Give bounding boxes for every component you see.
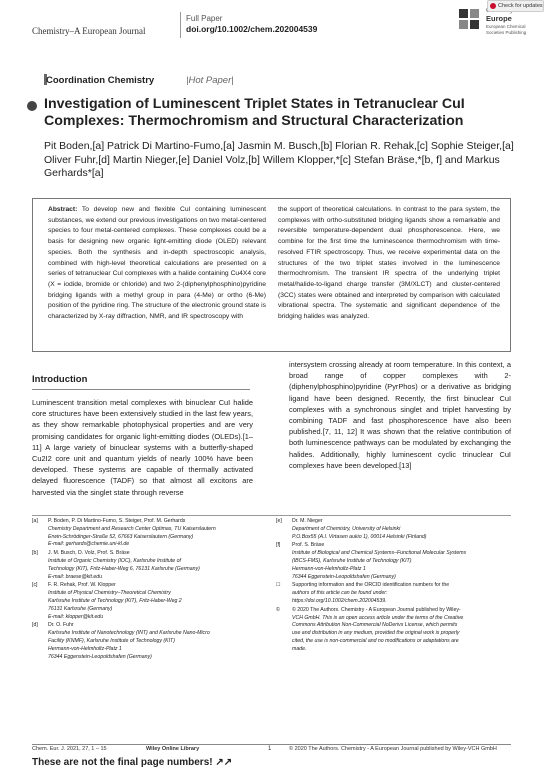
footnote-tag: [c] [32, 582, 38, 589]
footnote-entry [276, 518, 512, 541]
footnote-line: made. [292, 645, 307, 652]
footnote-line: cited, the use is non-commercial and no modifications or adaptations are [292, 637, 459, 644]
footnote-line: Facility (KNMF), Karlsruhe Institute of Technology (KIT) [48, 637, 175, 644]
footnote-line: Institute of Organic Chemistry (IOC), Karlsruhe Institute of [48, 557, 181, 564]
article-title: Investigation of Luminescent Triplet States in Tetranuclear CuI Complexes: Thermochromism and Structural Characterization [44, 96, 465, 129]
hot-paper-label: |Hot Paper| [186, 75, 234, 86]
footnote-line: Commons Attribution Non-Commercial NoDerivs License, which permits [292, 622, 458, 629]
introduction-heading: Introduction [32, 374, 88, 385]
footnote-line: Dr. O. Fuhr [48, 622, 74, 629]
page-header [0, 0, 544, 44]
footnote-line: Hermann-von-Helmholtz-Platz 1 [292, 565, 366, 572]
footnote-tag: [d] [32, 622, 38, 629]
footnote-line: Chemistry Department and Research Center Optimas, TU Kaiserslautern [48, 525, 216, 532]
footnote-line: Prof. S. Bräse [292, 542, 325, 549]
section-label: Coordination Chemistry [46, 75, 155, 86]
footnote-tag: [a] [32, 518, 38, 524]
footnote-body [292, 582, 512, 605]
footnote-line: authors of this article can be found under: [292, 590, 388, 597]
introduction-column-right: intersystem crossing already at room temperature. In this context, a broad range of copper complexes with 2-(diphenylphosphino)pyridine (PyrPhos) or a derivative as bridging ligand have been designed. Recently, the first binuclear CuI complexes with a synchronous singlet and triplet harvesting by combining TADF and fast phosphorescence have also been published.[7, 11, 12] It was shown that the relative contribution of both luminescence pathways can be modulated by exchanging the halides. Additionally, highly luminescent cyclic trinuclear CuI complexes have been developed.[13] [289, 360, 511, 470]
footnote-line: P. Boden, P. Di Martino-Fumo, S. Steiger, Prof. M. Gerhards [48, 518, 186, 524]
abstract-label: Abstract: [48, 206, 78, 213]
footnotes-left [32, 518, 252, 662]
author-list: Pit Boden,[a] Patrick Di Martino-Fumo,[a] Jasmin M. Busch,[b] Florian R. Rehak,[c] Sophie Steiger,[a] Oliver Fuhr,[d] Martin Nieger,[e] Daniel Volz,[b] Willem Klopper,*[c] Stefan Bräse,*[b, f] and Markus Gerhards*[a] [44, 140, 514, 179]
footnote-line: Supporting information and the ORCID identification numbers for the [292, 582, 450, 589]
header-divider [180, 12, 181, 38]
check-updates-button[interactable] [487, 0, 544, 12]
footnote-body [292, 542, 512, 581]
chemistry-europe-logo-icon [458, 8, 480, 30]
footnote-tag: [b] [32, 550, 38, 557]
footnote-line: J. M. Busch, D. Volz, Prof. S. Bräse [48, 550, 130, 557]
footnote-entry [32, 582, 252, 621]
footnote-line: 76344 Eggenstein-Leopoldshafen (Germany) [48, 653, 152, 660]
footnote-rule [32, 515, 511, 516]
page-number: 1 [268, 746, 272, 752]
footnote-line: Institute of Biological and Chemical Systems–Functional Molecular Systems [292, 550, 467, 557]
footnote-line: E-mail: gerhards@chemie.uni-kl.de [48, 541, 130, 548]
footnote-line: Dr. M. Nieger [292, 518, 323, 524]
final-page-note: These are not the final page numbers! ↗↗ [32, 757, 233, 768]
footer-rule [32, 744, 511, 745]
footnote-entry [276, 542, 512, 581]
footnote-entry [32, 622, 252, 661]
footnote-body [48, 518, 252, 549]
footer-copyright: © 2020 The Authors. Chemistry - A European Journal published by Wiley-VCH GmbH [289, 746, 497, 752]
footnote-line: Erwin-Schrödinger-Straße 52, 67663 Kaiserslautern (Germany) [48, 533, 194, 540]
footnote-entry [32, 518, 252, 549]
footnotes-right [276, 518, 512, 655]
abstract-box [32, 198, 511, 352]
footnote-line: Hermann-von-Helmholtz-Platz 1 [48, 645, 122, 652]
footnote-line: F. R. Rehak, Prof. W. Klopper [48, 582, 116, 589]
abstract-text-left: To develop new and flexible CuI containing luminescent substances, we extend our previous investigations on two metal-centered species to four metal-centered complexes. These complexes could be a basis for designing new organic light-emitting diode (OLED) relevant species. Both the synthesis and in-depth spectroscopic analysis, combined with high-level theoretical calculations are presented on a series of tetranuclear CuI complexes with a halide containing Cu4X4 core (X = iodide, bromide or chloride) and two 2-(diphenylphosphino)pyridine bridging ligands with a methyl group in para (4-Me) or ortho (6-Me) position of the pyridine ring. The structure of the electronic ground state is characterized by X-ray diffraction, NMR, and IR spectroscopy with [48, 206, 266, 321]
footnote-line: https://doi.org/10.1002/chem.202004539. [292, 597, 387, 604]
footnote-line: 76131 Karlsruhe (Germany) [48, 605, 113, 612]
footnote-entry [276, 607, 512, 654]
doi-link[interactable]: doi.org/10.1002/chem.202004539 [186, 24, 318, 34]
footnote-tag: ☐ [276, 582, 281, 589]
footnote-line: 76344 Eggenstein-Leopoldshafen (Germany) [292, 573, 396, 580]
footnote-line: Institute of Physical Chemistry–Theoretical Chemistry [48, 590, 171, 597]
abstract-column-right: the support of theoretical calculations. In contrast to the para system, the complexes with ortho-substituted bridging ligands show a remarkable and reversible temperature-dependent dual phosphorescence. Here, we combine for the first time the luminescence thermochromism with time-resolved FTIR spectroscopy. Thus, we receive experimental data on the structures of the two triplet states involved in the luminescence thermochromism. The transient IR spectra of the underlying triplet metal/halide-to-ligand charge transfer (3M/XLCT) and cluster-centered (3CC) states were obtained and interpreted by comparison with calculated vibrational spectra. The systematic and significant dependence of the bridging halides was analyzed. [278, 206, 500, 321]
title-bullet-icon [27, 101, 37, 111]
updates-icon [490, 3, 496, 9]
footnote-line: E-mail: braese@kit.edu [48, 573, 102, 580]
footnote-body [292, 518, 512, 541]
check-updates-label: Check for updates [498, 3, 543, 9]
footnote-body [48, 622, 252, 661]
footnote-line: Technology (KIT), Fritz-Haber-Weg 6, 76131 Karlsruhe (Germany) [48, 565, 200, 572]
footnote-entry [276, 582, 512, 605]
footnote-body [48, 582, 252, 621]
footnote-body [48, 550, 252, 581]
footnote-line: Department of Chemistry, University of Helsinki [292, 525, 401, 532]
footnote-body [292, 607, 512, 654]
footnote-tag: [e] [276, 518, 282, 524]
footnote-tag: © [276, 606, 280, 613]
logo-europe-text: Europe [486, 14, 512, 23]
abstract-column-left [48, 205, 266, 323]
introduction-column-left: Luminescent transition metal complexes with binuclear CuI halide core structures have been extensively studied in the last few years, as they show remarkable photophysical properties and are very promising candidates for organic light-emitting diodes (OLEDs).[1–11] A large variety of binuclear systems with a butterfly-shaped Cu2I2 core unit and quantum yields of nearly 100% have been developed. These systems are capable of thermally activated delayed fluorescence (TADF) so that almost all excitons are harvested via the singlet state through reverse [32, 398, 253, 497]
journal-name: Chemistry–A European Journal [32, 26, 146, 36]
footnote-entry [32, 550, 252, 581]
footnote-line: use and distribution in any medium, provided the original work is properly [292, 630, 460, 637]
footnote-line: P.O.Box55 (A.I. Virtasen aukio 1), 00014 Helsinki (Finland) [292, 533, 427, 540]
introduction-rule [32, 389, 250, 390]
footnote-line: Karlsruhe Institute of Nanotechnology (INT) and Karlsruhe Nano-Micro [48, 630, 210, 637]
footnote-line: E-mail: klopper@kit.edu [48, 613, 104, 620]
footer-wiley-library[interactable]: Wiley Online Library [146, 746, 200, 752]
logo-subtitle: European Chemical Societies Publishing [486, 24, 527, 35]
footnote-tag: [f] [276, 542, 281, 549]
footnote-line: © 2020 The Authors. Chemistry - A European Journal published by Wiley- [292, 606, 461, 613]
footer-citation: Chem. Eur. J. 2021, 27, 1 – 15 [32, 746, 107, 752]
paper-type: Full Paper [186, 14, 223, 23]
footnote-line: Karlsruhe Institute of Technology (KIT), Fritz-Haber-Weg 2 [48, 597, 182, 604]
footnote-line: (IBCS-FMS), Karlsruhe Institute of Technology (KIT) [292, 557, 412, 564]
footnote-line: VCH GmbH. This is an open access article under the terms of the Creative [292, 614, 464, 621]
